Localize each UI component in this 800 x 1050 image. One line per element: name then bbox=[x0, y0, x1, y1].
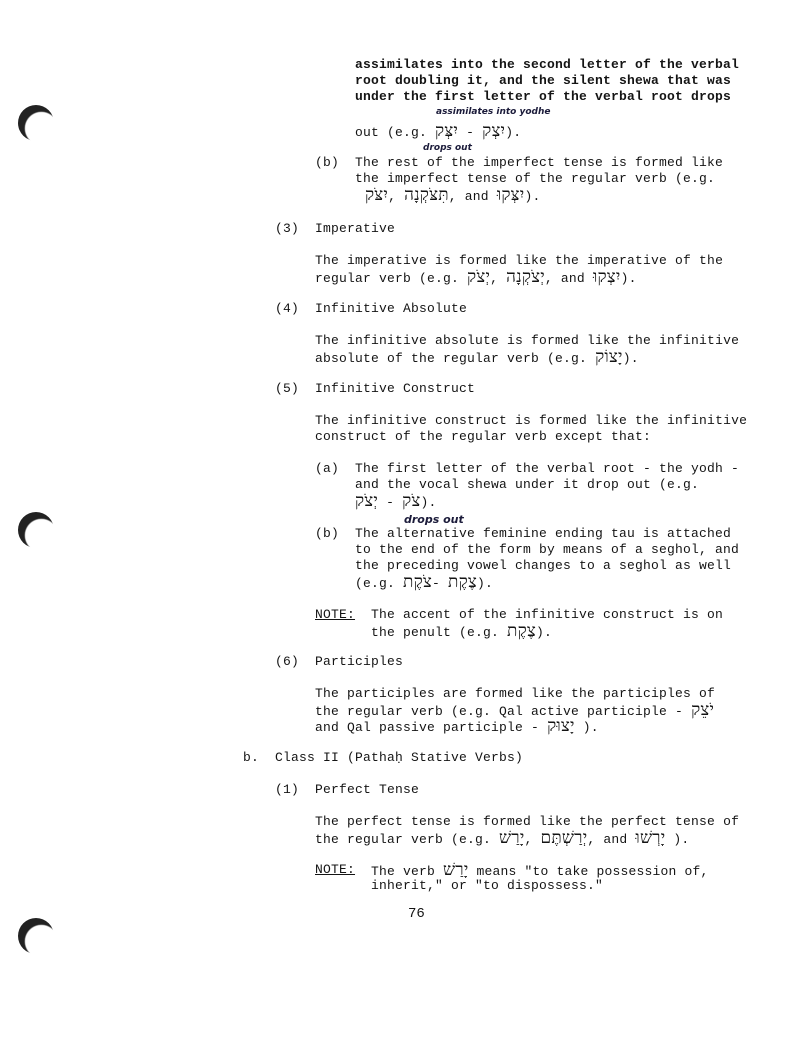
section-number: (4) bbox=[275, 301, 300, 316]
paragraph-line: under the first letter of the verbal root drops bbox=[355, 89, 732, 104]
binder-hole bbox=[18, 918, 54, 954]
hebrew-word: יְצֹק bbox=[467, 267, 491, 287]
paragraph-line: inherit," or "to dispossess." bbox=[371, 878, 604, 893]
example-suffix: ). bbox=[673, 832, 690, 847]
example-prefix: the penult (e.g. bbox=[371, 625, 500, 640]
example-prefix: regular verb (e.g. bbox=[315, 271, 460, 286]
paragraph-line: The rest of the imperfect tense is formed like bbox=[355, 155, 724, 170]
hebrew-word: יָרְשׁוּ bbox=[635, 828, 666, 848]
hebrew-word: יִצְק bbox=[482, 121, 506, 141]
paragraph-line: The accent of the infinitive construct is on bbox=[371, 607, 724, 622]
paragraph-line: The participles are formed like the participles of bbox=[315, 686, 716, 701]
section-number: (1) bbox=[275, 782, 300, 797]
example-line bbox=[365, 187, 540, 205]
paragraph-line: The infinitive absolute is formed like the infinitive bbox=[315, 333, 740, 348]
paragraph-line: The alternative feminine ending tau is attached bbox=[355, 526, 732, 541]
paragraph-line: The perfect tense is formed like the perfect tense of bbox=[315, 814, 740, 829]
binder-hole bbox=[18, 512, 54, 548]
separator: , and bbox=[544, 271, 585, 286]
paragraph-line: root doubling it, and the silent shewa that was bbox=[355, 73, 732, 88]
section-heading: Imperative bbox=[315, 221, 396, 236]
paragraph-line: to the end of the form by means of a seghol, and bbox=[355, 542, 740, 557]
example-prefix: The verb bbox=[371, 864, 436, 879]
separator: , and bbox=[587, 832, 628, 847]
example-line bbox=[315, 349, 639, 367]
hebrew-word: יָרַשׁ bbox=[443, 860, 469, 880]
page-number: 76 bbox=[408, 906, 425, 922]
section-heading: Perfect Tense bbox=[315, 782, 420, 797]
paragraph-text: means "to take possession of, bbox=[476, 864, 709, 879]
example-suffix: ). bbox=[524, 189, 541, 204]
section-heading: Infinitive Absolute bbox=[315, 301, 468, 316]
hebrew-word: צֶקֶת bbox=[448, 572, 478, 592]
hebrew-word: יָרַשׁ bbox=[499, 828, 525, 848]
paragraph-line: The first letter of the verbal root - the yodh - bbox=[355, 461, 740, 476]
example-line bbox=[315, 830, 689, 848]
section-number: (5) bbox=[275, 381, 300, 396]
paragraph-line: The infinitive construct is formed like the infinitive bbox=[315, 413, 748, 428]
example-suffix: ). bbox=[620, 271, 637, 286]
example-line bbox=[315, 718, 599, 736]
hebrew-word: צֹקֶת bbox=[403, 572, 433, 592]
dash: - bbox=[386, 495, 395, 510]
example-suffix: ). bbox=[622, 351, 639, 366]
paragraph-line: construct of the regular verb except that: bbox=[315, 429, 652, 444]
example-prefix: and Qal passive participle - bbox=[315, 720, 540, 735]
example-line bbox=[315, 269, 637, 287]
note-label: NOTE: bbox=[315, 607, 356, 622]
paragraph-line: assimilates into the second letter of the verbal bbox=[355, 57, 740, 72]
item-label: (a) bbox=[315, 461, 340, 476]
example-suffix: ). bbox=[477, 576, 494, 591]
separator: , and bbox=[448, 189, 489, 204]
dash: - bbox=[432, 576, 441, 591]
section-heading: Participles bbox=[315, 654, 404, 669]
section-heading: Infinitive Construct bbox=[315, 381, 476, 396]
example-suffix: ). bbox=[505, 125, 522, 140]
hebrew-word: צֹק bbox=[402, 491, 421, 511]
hebrew-word: יִצֹּק bbox=[365, 185, 389, 205]
handwritten-annotation: drops out bbox=[423, 143, 472, 153]
example-line bbox=[355, 123, 521, 141]
example-suffix: ). bbox=[420, 495, 437, 510]
paragraph-line: the preceding vowel changes to a seghol as well bbox=[355, 558, 732, 573]
hebrew-word: יְצֹק bbox=[355, 491, 379, 511]
example-suffix: ). bbox=[582, 720, 599, 735]
note-label: NOTE: bbox=[315, 862, 356, 877]
example-prefix: out (e.g. bbox=[355, 125, 428, 140]
hebrew-word: צֶקֶת bbox=[507, 621, 537, 641]
example-line bbox=[371, 623, 552, 641]
dash: - bbox=[466, 125, 475, 140]
hebrew-word: יְרַשְׁתֶּם bbox=[540, 828, 588, 848]
item-label: (b) bbox=[315, 526, 340, 541]
hebrew-word: יָצוּק bbox=[547, 716, 575, 736]
example-line bbox=[355, 493, 437, 511]
example-prefix: the regular verb (e.g. Qal active participle - bbox=[315, 704, 684, 719]
hebrew-word: יָצוֹק bbox=[595, 347, 623, 367]
section-letter: b. bbox=[243, 750, 260, 765]
item-label: (b) bbox=[315, 155, 340, 170]
separator: , bbox=[524, 832, 533, 847]
example-prefix: (e.g. bbox=[355, 576, 396, 591]
binder-hole bbox=[18, 105, 54, 141]
example-line bbox=[355, 574, 493, 592]
section-number: (6) bbox=[275, 654, 300, 669]
hebrew-word: יְצֹקְנָה bbox=[506, 267, 545, 287]
separator: , bbox=[490, 271, 499, 286]
handwritten-annotation: drops out bbox=[404, 513, 464, 526]
section-heading: Class II (Pathaḥ Stative Verbs) bbox=[275, 750, 524, 765]
hebrew-word: יִצְּקוּ bbox=[496, 185, 525, 205]
hebrew-word: יִצְקוּ bbox=[592, 267, 621, 287]
section-number: (3) bbox=[275, 221, 300, 236]
hebrew-word: יֹצֵק bbox=[691, 700, 715, 720]
example-suffix: ). bbox=[536, 625, 553, 640]
handwritten-annotation: assimilates into yodhe bbox=[436, 107, 551, 117]
example-prefix: the regular verb (e.g. bbox=[315, 832, 492, 847]
example-prefix: absolute of the regular verb (e.g. bbox=[315, 351, 588, 366]
paragraph-line: the imperfect tense of the regular verb (e.g. bbox=[355, 171, 716, 186]
hebrew-word: יִצְּק bbox=[435, 121, 459, 141]
paragraph-line: The imperative is formed like the imperative of the bbox=[315, 253, 724, 268]
hebrew-word: תִּצֹּקְנָה bbox=[404, 185, 449, 205]
paragraph-line: and the vocal shewa under it drop out (e.g. bbox=[355, 477, 700, 492]
separator: , bbox=[388, 189, 397, 204]
